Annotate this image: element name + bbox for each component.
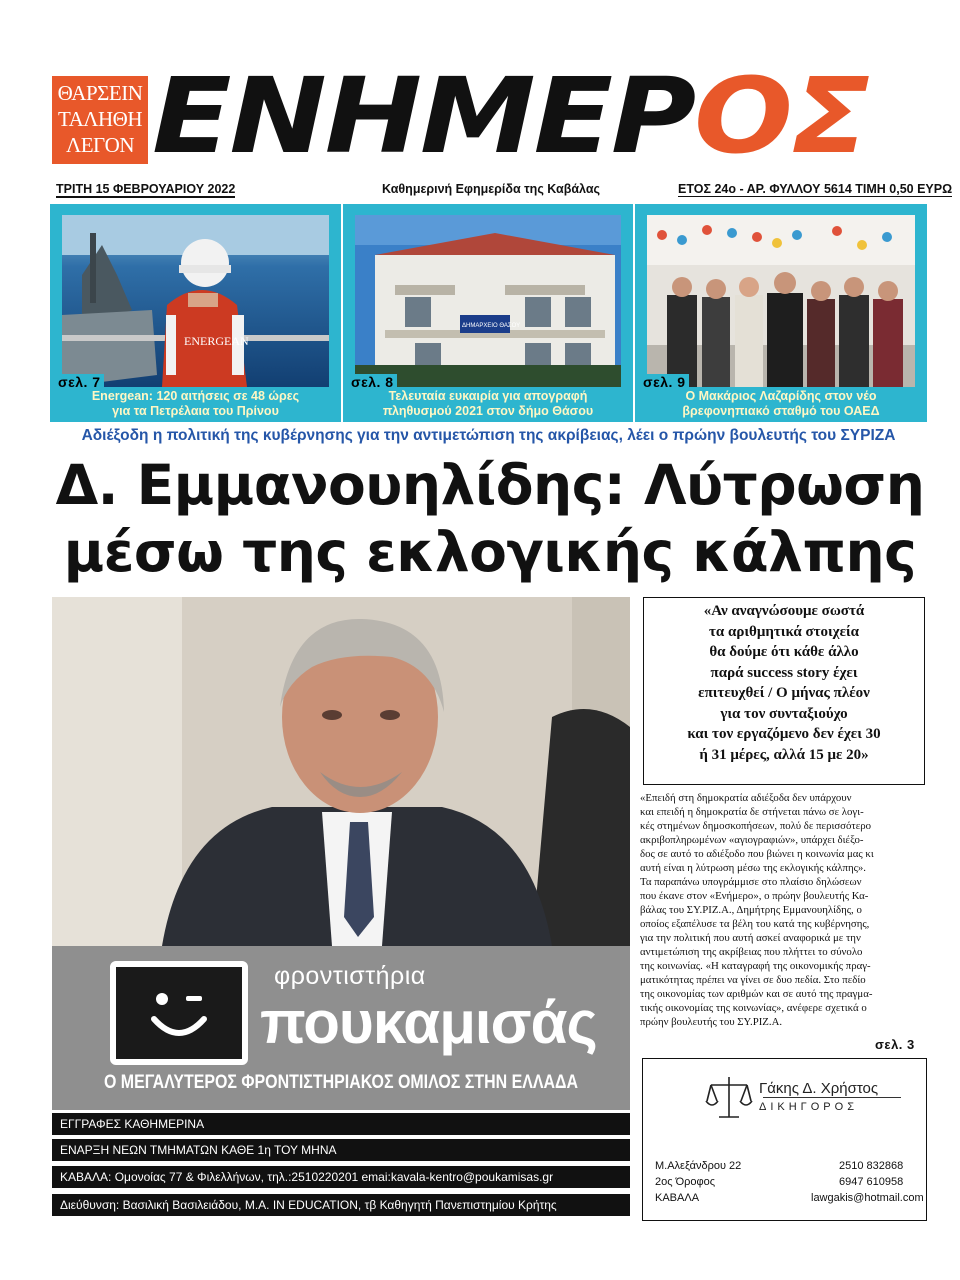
- caption-line: Energean: 120 αιτήσεις σε 48 ώρες: [91, 389, 300, 403]
- scales-of-justice-icon: [705, 1073, 753, 1123]
- ad-row: ΚΑΒΑΛΑ: Ομονοίας 77 & Φιλελλήνων, τηλ.:2510220201 emai:kavala-kentro@poukamisas.gr: [52, 1166, 630, 1188]
- quote-line: «Αν αναγνώσουμε σωστά: [703, 603, 865, 619]
- teaser-caption: [343, 389, 633, 419]
- body-line: που έκανε στον «Ενήμερο», ο πρώην βουλευτής Κα-: [640, 890, 869, 902]
- lawyer-name: Γάκης Δ. Χρήστος: [759, 1080, 879, 1097]
- issue-info: ΕΤΟΣ 24ο - ΑΡ. ΦΥΛΛΟΥ 5614 ΤΙΜΗ 0,50 ΕΥΡΩ: [678, 182, 953, 196]
- logo-last: ΟΣ: [693, 55, 869, 177]
- motto-box: [52, 76, 148, 164]
- quote-line: παρά success story έχει: [710, 664, 858, 681]
- teaser-band: [50, 204, 927, 422]
- caption-line: για τα Πετρέλαια του Πρίνου: [112, 404, 279, 418]
- issue-date: ΤΡΙΤΗ 15 ΦΕΒΡΟΥΑΡΙΟΥ 2022: [56, 182, 236, 196]
- card-address: Μ.Αλεξάνδρου 22: [655, 1160, 742, 1172]
- quote-line: και τον εργαζόμενο δεν έχει 30: [687, 726, 881, 742]
- logo-main: ΕΝΗΜΕΡ: [152, 55, 694, 177]
- quote-line: τα αριθμητικά στοιχεία: [708, 623, 860, 640]
- quote-line: ή 31 μέρες, αλλά 15 με 20»: [699, 746, 869, 763]
- pull-quote: [643, 597, 925, 785]
- teaser-oaed[interactable]: [635, 204, 927, 422]
- motto-line: ΛΕΓΟΝ: [65, 133, 135, 157]
- body-line: και επειδή η δημοκρατία δε στήνεται πάνω σε λογι-: [640, 806, 864, 818]
- headline-line: μέσω της εκλογικής κάλπης: [63, 520, 917, 584]
- body-line: τικής οικονομίας της κοινωνίας», ανέφερε σχετικά ο: [640, 1002, 867, 1014]
- body-line: αυτή είναι η λύτρωση μέσω της εκλογικής κάλπης».: [640, 862, 866, 874]
- emmanouilidis-photo: [52, 597, 630, 946]
- lawyer-title: ΔΙΚΗΓΟΡΟΣ: [759, 1101, 858, 1113]
- body-line: ματικότητας πρέπει να γίνει σε δυο πεδία. Στο πεδίο: [640, 974, 866, 986]
- teaser-caption: [635, 389, 927, 419]
- card-city: ΚΑΒΑΛΑ: [655, 1192, 700, 1204]
- newspaper-logo: [152, 55, 869, 177]
- body-line: της οικονομίας των αριθμών και σε αυτό της πραγμα-: [640, 988, 873, 1000]
- body-line: Τα παραπάνω υπογράμμισε στο πλαίσιο δηλώσεων: [640, 876, 862, 888]
- teaser-page-ref: σελ. 7: [55, 374, 104, 390]
- body-line: οποίος εξαπέλυσε τα βέλη του κατά της κυβέρνησης,: [640, 918, 870, 930]
- poukamisas-ad[interactable]: [52, 946, 630, 1110]
- oaed-nursery-photo: [647, 215, 915, 387]
- quote-line: για τον συνταξιούχο: [720, 705, 848, 722]
- card-email[interactable]: lawgakis@hotmail.com: [811, 1192, 924, 1204]
- teaser-thasos[interactable]: [343, 204, 633, 422]
- body-line: για την πολιτική που αυτή ασκεί αναφορικά με την: [640, 932, 861, 944]
- caption-line: Ο Μακάριος Λαζαρίδης στον νέο: [685, 389, 877, 403]
- ad-brand-top: φροντιστήρια: [274, 962, 426, 990]
- teaser-page-ref: σελ. 8: [348, 374, 397, 390]
- motto-line: ΤΑΛΗΘΗ: [57, 107, 143, 131]
- body-line: κές στημένων δημοσκοπήσεων, πολύ δε περισσότερο: [640, 820, 872, 832]
- thasos-townhall-photo: [355, 215, 621, 387]
- ad-row: ΕΓΓΡΑΦΕΣ ΚΑΘΗΜΕΡΙΝΑ: [52, 1113, 630, 1135]
- lead-kicker: Αδιέξοδη η πολιτική της κυβέρνησης για την αντιμετώπιση της ακρίβειας, λέει ο πρώην βουλευτής του ΣΥΡΙΖΑ: [81, 427, 896, 444]
- winking-screen-icon: [110, 961, 248, 1065]
- body-line: «Επειδή στη δημοκρατία αδιέξοδα δεν υπάρχουν: [640, 792, 852, 804]
- quote-line: επιτευχθεί / Ο μήνας πλέον: [698, 685, 870, 701]
- body-line: της κοινωνίας. «Η καταγραφή της οικονομικής πραγ-: [640, 960, 871, 972]
- teaser-caption: [50, 389, 341, 419]
- teaser-page-ref: σελ. 9: [640, 374, 689, 390]
- body-line: βάλας του ΣΥ.ΡΙΖ.Α., Δημήτρης Εμμανουηλίδης, ο: [640, 904, 862, 916]
- card-floor: 2ος Όροφος: [655, 1176, 716, 1188]
- ad-slogan: Ο ΜΕΓΑΛΥΤΕΡΟΣ ΦΡΟΝΤΙΣΤΗΡΙΑΚΟΣ ΟΜΙΛΟΣ ΣΤΗΝ ΕΛΛΑΔΑ: [103, 1072, 579, 1093]
- ad-row: Διεύθυνση: Βασιλική Βασιλειάδου, M.A. IN EDUCATION, τβ Καθηγητή Πανεπιστημίου Κρήτης: [52, 1194, 630, 1216]
- lawyer-business-card: [642, 1058, 927, 1221]
- lead-page-ref[interactable]: σελ. 3: [875, 1037, 915, 1052]
- teaser-energean[interactable]: [50, 204, 341, 422]
- ad-brand-main: πουκαμισάς: [260, 989, 597, 1056]
- card-phone: 2510 832868: [839, 1160, 904, 1172]
- body-line: ακριβοπληρωμένων «αγιογραφιών», υπάρχει διέξο-: [640, 834, 864, 846]
- card-mobile: 6947 610958: [839, 1176, 904, 1188]
- headline-line: Δ. Εμμανουηλίδης: Λύτρωση: [55, 453, 925, 517]
- body-line: δος σε αυτό το αδιέξοδο που βιώνει η κοινωνία μας κι: [640, 848, 874, 860]
- tagline: Καθημερινή Εφημερίδα της Καβάλας: [382, 182, 601, 196]
- lead-article-body: [640, 791, 927, 1029]
- caption-line: Τελευταία ευκαιρία για απογραφή: [388, 389, 588, 403]
- caption-line: βρεφονηπιακό σταθμό του ΟΑΕΔ: [682, 404, 880, 418]
- caption-line: πληθυσμού 2021 στον δήμο Θάσου: [382, 404, 594, 418]
- quote-line: θα δούμε ότι κάθε άλλο: [709, 644, 859, 660]
- body-line: πρώην βουλευτής του ΣΥ.ΡΙΖ.Α.: [640, 1016, 783, 1028]
- motto-line: ΘΑΡΣΕΙΝ: [57, 81, 143, 105]
- townhall-sign: ΔΗΜΑΡΧΕΙΟ ΘΑΣΟΥ: [462, 323, 521, 329]
- hard-hat: [181, 239, 229, 287]
- vest-text: ENERGEAN: [184, 334, 249, 348]
- energean-photo: [62, 215, 329, 387]
- body-line: αντιμετώπιση της ακρίβειας που πλήττει το σύνολο: [640, 946, 863, 958]
- ad-row: ΕΝΑΡΞΗ ΝΕΩΝ ΤΜΗΜΑΤΩΝ ΚΑΘΕ 1η ΤΟΥ ΜΗΝΑ: [52, 1139, 630, 1161]
- lead-headline[interactable]: [40, 452, 940, 586]
- card-divider: [763, 1097, 901, 1098]
